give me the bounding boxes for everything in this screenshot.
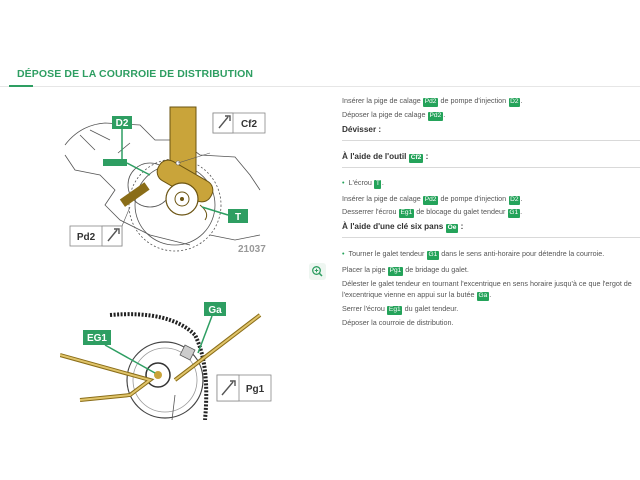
ref-tag: Ga bbox=[478, 292, 488, 299]
page-title: DÉPOSE DE LA COURROIE DE DISTRIBUTION bbox=[17, 68, 254, 80]
tensioner-pulley bbox=[127, 342, 203, 418]
label-pd2 bbox=[70, 226, 122, 246]
step-5: Desserrer l'écrou Eg1 de blocage du galet tendeur G1 . bbox=[342, 207, 523, 216]
leader-d2-bar bbox=[103, 159, 127, 166]
ref-tag: D2 bbox=[510, 196, 519, 203]
zoom-in-icon bbox=[309, 263, 326, 280]
step-8-line-2: l'excentrique vienne en appui sur la butée Ga . bbox=[342, 290, 492, 299]
svg-text:Cf2: Cf2 bbox=[240, 119, 258, 130]
heading-devisser: Dévisser : bbox=[342, 125, 382, 134]
ref-tag: G1 bbox=[428, 251, 438, 258]
svg-text:EG1: EG1 bbox=[86, 333, 108, 344]
heading-hex-key: À l'aide d'une clé six pans Oe : bbox=[342, 222, 464, 231]
leader-ga bbox=[198, 316, 212, 353]
figure-reference: 21037 bbox=[238, 244, 266, 255]
label-pg1 bbox=[217, 375, 271, 401]
bullet-icon: • bbox=[342, 249, 345, 258]
label-ga bbox=[204, 302, 226, 316]
svg-text:Pd2: Pd2 bbox=[76, 232, 96, 243]
ref-tag: Pd2 bbox=[424, 196, 437, 203]
figure-1 bbox=[60, 95, 290, 260]
ref-tag: Pg1 bbox=[389, 267, 402, 274]
label-cf2 bbox=[213, 113, 265, 133]
step-9: Serrer l'écrou Eg1 du galet tendeur. bbox=[342, 304, 459, 313]
ref-tag: D2 bbox=[510, 98, 519, 105]
step-7: Placer la pige Pg1 de bridage du galet. bbox=[342, 265, 469, 274]
bullet-icon: • bbox=[342, 178, 345, 187]
ref-tag: T bbox=[375, 180, 380, 187]
ref-tag: Oe bbox=[447, 224, 457, 231]
svg-text:Pg1: Pg1 bbox=[245, 384, 265, 395]
step-4: Insérer la pige de calage Pd2 de pompe d'injection D2 . bbox=[342, 194, 523, 203]
ref-tag: Cf2 bbox=[410, 154, 422, 161]
title-divider bbox=[0, 86, 640, 87]
divider bbox=[342, 237, 640, 238]
step-8-line-1: Délester le galet tendeur en tournant l'excentrique en sens horaire jusqu'à ce que l'ergot de bbox=[342, 279, 632, 288]
label-eg1 bbox=[83, 330, 111, 345]
step-1: Insérer la pige de calage Pd2 de pompe d'injection D2 . bbox=[342, 96, 523, 105]
ref-tag: Eg1 bbox=[400, 209, 413, 216]
svg-text:Ga: Ga bbox=[208, 305, 222, 316]
step-10: Déposer la courroie de distribution. bbox=[342, 318, 454, 327]
step-3: • L'écrou T . bbox=[342, 178, 384, 187]
ref-tag: Eg1 bbox=[388, 306, 401, 313]
divider bbox=[342, 140, 640, 141]
label-d2 bbox=[112, 116, 132, 129]
ref-tag: Pd2 bbox=[424, 98, 437, 105]
step-2: Déposer la pige de calage Pd2 . bbox=[342, 110, 446, 119]
heading-tool-cf2: À l'aide de l'outil Cf2 : bbox=[342, 152, 429, 161]
step-6: • Tourner le galet tendeur G1 dans le sens anti-horaire pour détendre la courroie. bbox=[342, 249, 605, 258]
ref-tag: Pd2 bbox=[429, 112, 442, 119]
title-accent-bar bbox=[9, 85, 33, 87]
svg-text:D2: D2 bbox=[115, 118, 129, 129]
ref-tag: G1 bbox=[509, 209, 519, 216]
zoom-button[interactable] bbox=[309, 263, 326, 280]
divider bbox=[342, 167, 640, 168]
svg-text:T: T bbox=[234, 212, 242, 223]
figure-2 bbox=[60, 295, 280, 420]
label-t bbox=[228, 209, 248, 223]
